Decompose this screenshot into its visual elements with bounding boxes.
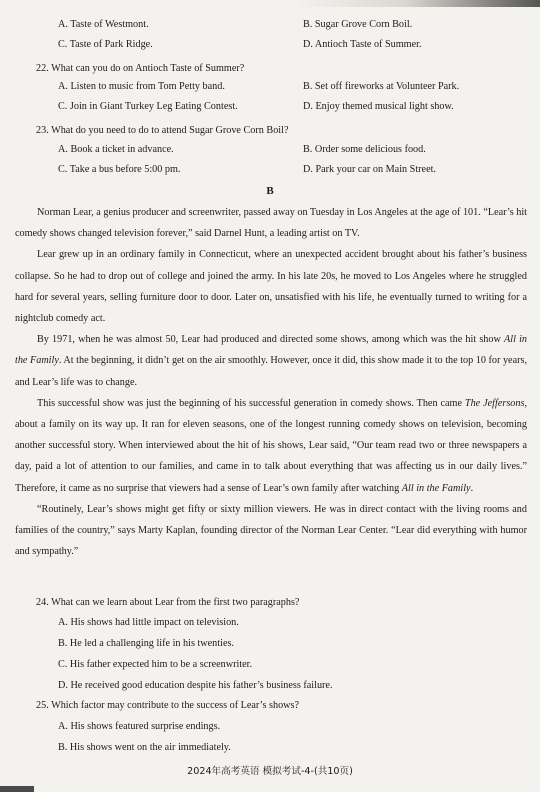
paragraph: Lear grew up in an ordinary family in Connecticut, where an unexpected accident brought about his father’s business collapse. So he had to drop out of college and joined the army. In his late 20s, he moved to Los Angeles where he struggled hard for several years, selling furniture door to door. Later on, unsatisfied with his life, he eventually turned to writing for a nightclub comedy act. (15, 249, 527, 325)
option-row (0, 101, 540, 121)
option-c[interactable]: C. Join in Giant Turkey Leg Eating Contest. (58, 100, 238, 112)
options-block-top (0, 19, 540, 58)
section-heading: B (266, 185, 274, 197)
options-22 (0, 81, 540, 120)
option-row (0, 638, 540, 659)
page-footer: 2024年高考英语 模拟考试-4-(共10页) (187, 766, 353, 777)
option-d[interactable]: D. Park your car on Main Street. (303, 163, 436, 175)
question-23: 23. What do you need to do to attend Sugar Grove Corn Boil? (36, 125, 289, 136)
scan-corner-mark (0, 786, 34, 792)
options-24 (0, 617, 540, 701)
paragraph (15, 393, 527, 499)
option-d[interactable]: D. He received good education despite his father’s business failure. (58, 680, 333, 691)
question-25: 25. Which factor may contribute to the success of Lear’s shows? (36, 700, 300, 711)
scan-edge-shading (0, 0, 540, 7)
option-a[interactable]: A. His shows had little impact on television. (58, 617, 239, 628)
option-d[interactable]: D. Enjoy themed musical light show. (303, 100, 454, 112)
options-23 (0, 144, 540, 183)
option-b[interactable]: B. Set off fireworks at Volunteer Park. (303, 81, 460, 92)
option-row (0, 680, 540, 701)
reading-passage (15, 202, 527, 562)
option-row (0, 164, 540, 184)
paragraph (15, 329, 527, 393)
option-row (0, 81, 540, 101)
option-row (0, 144, 540, 164)
paragraph: Norman Lear, a genius producer and screenwriter, passed away on Tuesday in Los Angeles at the age of 101. “Lear’s hit comedy shows changed television forever,” said Darnel Hunt, a leading artist on TV. (15, 207, 527, 240)
option-b[interactable]: B. Order some delicious food. (303, 144, 426, 155)
option-c[interactable]: C. Taste of Park Ridge. (58, 38, 153, 50)
option-row (0, 721, 540, 742)
question-24: 24. What can we learn about Lear from the first two paragraphs? (36, 597, 300, 608)
option-b[interactable]: B. He led a challenging life in his twenties. (58, 638, 234, 649)
paragraph-text: , about a family on its way up. It ran for eleven seasons, one of the longest running comedy shows on television, becoming another successful story. When interviewed about the hit of his shows, Lear said, “Our team read two or three newspapers a day, paid a lot of attention to our families, and came in to talk about everything that was affecting us in our daily lives.” Therefore, it came as no surprise that viewers had a sense of Lear’s own family after watching (15, 397, 527, 494)
option-row (0, 742, 540, 763)
paragraph: “Routinely, Lear’s shows might get fifty or sixty million viewers. He was in direct contact with the living rooms and families of the country,” says Marty Kaplan, founding director of the Norman Lear Center. “Lear did everything with humor and sympathy.” (15, 503, 527, 558)
option-row (0, 617, 540, 638)
show-title: All in the Family (401, 482, 471, 494)
paragraph-text: This successful show was just the beginning of his successful generation in comedy shows. Then came (37, 397, 465, 409)
option-b[interactable]: B. His shows went on the air immediately. (58, 742, 231, 753)
show-title: The Jeffersons (464, 397, 525, 409)
options-25 (0, 721, 540, 763)
option-row (0, 39, 540, 59)
option-b[interactable]: B. Sugar Grove Corn Boil. (303, 19, 413, 30)
option-c[interactable]: C. Take a bus before 5:00 pm. (58, 163, 181, 175)
option-a[interactable]: A. Taste of Westmont. (58, 19, 149, 30)
option-c[interactable]: C. His father expected him to be a screenwriter. (58, 659, 253, 670)
option-row (0, 659, 540, 680)
option-a[interactable]: A. His shows featured surprise endings. (58, 721, 221, 732)
paragraph-text: . At the beginning, it didn’t get on the air smoothly. However, once it did, this show made it to the top 10 for years, and Lear’s life was to change. (15, 355, 528, 388)
option-row (0, 19, 540, 39)
option-a[interactable]: A. Listen to music from Tom Petty band. (58, 81, 225, 92)
paragraph-text: By 1971, when he was almost 50, Lear had produced and directed some shows, among which was the hit show (37, 334, 505, 346)
option-a[interactable]: A. Book a ticket in advance. (58, 144, 174, 155)
question-22: 22. What can you do on Antioch Taste of Summer? (36, 63, 245, 74)
show-title: All in the Family (15, 334, 527, 367)
option-d[interactable]: D. Antioch Taste of Summer. (303, 38, 422, 50)
paragraph-text: . (470, 482, 474, 494)
